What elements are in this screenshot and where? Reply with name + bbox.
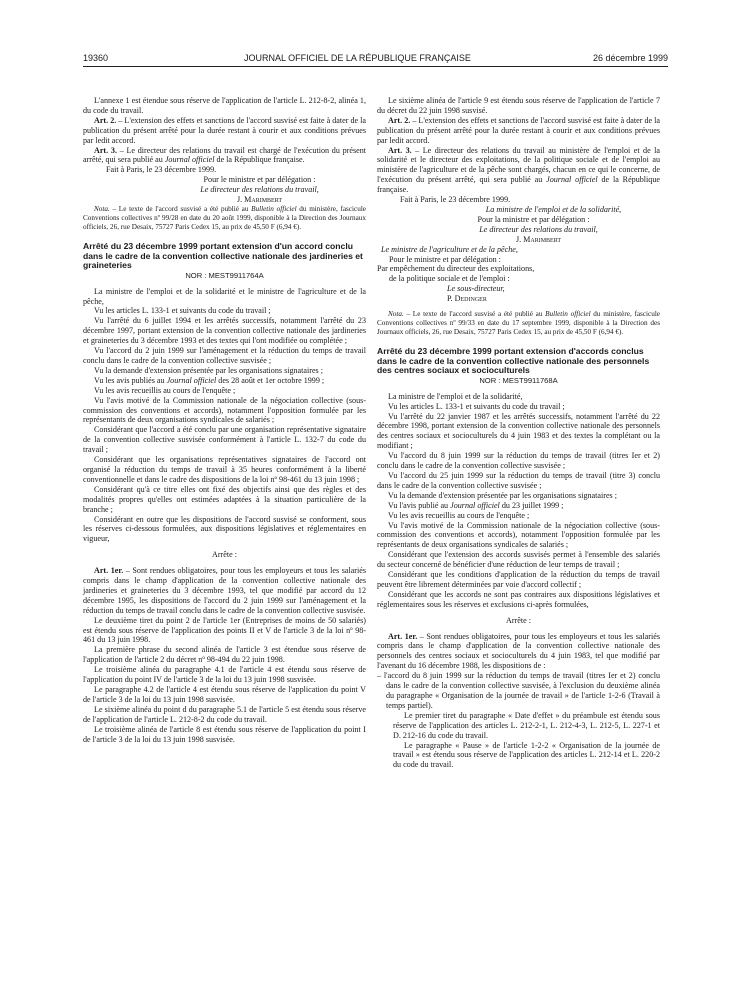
signatory-name: J. Marimbert (515, 234, 562, 244)
right-column (377, 96, 660, 770)
list-item: – l'accord du 8 juin 1999 sur la réduction du temps de travail (titres Ier et 2) conclu dans le cadre de la convention collective susvisée, à l'exclusion du deuxième alinéa du paragraphe « Organisation de la journée de travail » de l'article 1-2-6 (Travail à temps partiel). (377, 671, 660, 710)
paragraph: Vu la demande d'extension présentée par les organisations signataires ; (94, 365, 323, 375)
paragraph: L'annexe 1 est étendue sous réserve de l'application de l'article L. 212-8-2, alinéa 1, du code du travail. (83, 96, 366, 115)
header-rule (83, 66, 668, 67)
paragraph: La ministre de l'emploi et de la solidarité et le ministre de l'agriculture et de la pêche, (83, 286, 366, 306)
paragraph: Considérant que l'extension des accords susvisés permet à l'ensemble des salariés du secteur concerné de bénéficier d'une réduction de leur temps de travail ; (377, 550, 660, 570)
paragraph: Le troisième alinéa de l'article 8 est étendu sous réserve de l'application du point I de l'article 3 de la loi du 13 juin 1998 susvisée. (83, 724, 366, 744)
nota: Nota. – Le texte de l'accord susvisé a été publié au Bulletin officiel du ministère, fascicule Conventions collectives nº 99/33 en date du 17 septembre 1999, disponible à la Direction des Journaux officiels, 26, rue Desaix, 75727 Paris Cedex 15, au prix de 45,50 F (6,94 €). (377, 310, 661, 337)
delegation-line: de la politique sociale et de l'emploi : (389, 274, 510, 284)
paragraph: Le paragraphe 4.2 de l'article 4 est étendu sous réserve de l'application du point V de l'article 3 de la loi du 13 juin 1998 susvisée. (83, 685, 366, 704)
decree-title: Arrêté du 23 décembre 1999 portant extension d'accords conclus dans le cadre de la convention collective nationale des personnels des centres sociaux et socioculturels (377, 346, 650, 376)
paragraph: Le deuxième tiret du point 2 de l'article 1er (Entreprises de moins de 50 salariés) est étendu sous réserve de l'application des points II et V de l'article 3 de la loi nº 98-461 du 13 juin 1998. (83, 615, 366, 645)
paragraph: Vu les articles L. 133-1 et suivants du code du travail ; (94, 306, 271, 316)
paragraph: Vu l'avis publié au Journal officiel du 23 juillet 1999 ; (388, 500, 564, 510)
paragraph: Vu l'accord du 25 juin 1999 sur la réduction du temps de travail (titre 3) conclu dans le cadre de la convention collective susvisée ; (377, 470, 660, 490)
delegation-line: Pour le ministre et par délégation : (203, 175, 316, 185)
paragraph: Vu la demande d'extension présentée par les organisations signataires ; (388, 490, 617, 500)
article-1: Art. 1er. – Sont rendues obligatoires, pour tous les employeurs et tous les salariés compris dans le champ d'application de la convention collective nationale des personnels des centres sociaux et socioculturels du 4 juin 1983, tel que modifié par l'avenant du 16 décembre 1988, les dispositions de : (377, 631, 660, 671)
paragraph: Considérant qu'à ce titre elles ont fixé des objectifs ainsi que des règles et des modalités propres qu'elles ont estimées adaptées à la situation particulière de la branche ; (83, 484, 366, 514)
arrete-heading: Arrête : (506, 615, 531, 625)
signatory-title: Le sous-directeur, (447, 284, 505, 294)
left-column (83, 96, 366, 744)
paragraph: Le sixième alinéa de l'article 9 est étendu sous réserve de l'application de l'article 7 du décret du 22 juin 1998 susvisé. (377, 96, 660, 115)
paragraph: Vu l'accord du 8 juin 1999 sur la réduction du temps de travail (titres Ier et 2) conclu dans le cadre de la convention collective susvisée ; (377, 451, 660, 471)
signatory-title: Le directeur des relations du travail, (479, 224, 598, 234)
paragraph: Vu les avis publiés au Journal officiel des 28 août et 1er octobre 1999 ; (94, 375, 325, 385)
paragraph: Considérant en outre que les dispositions de l'accord susvisé se conforment, sous les réserves ci-dessous formulées, aux dispositions législatives et réglementaires en vigueur, (83, 514, 366, 544)
delegation-line: Par empêchement du directeur des exploitations, (377, 264, 535, 274)
signatory-title: Le ministre de l'agriculture et de la pêche, (381, 244, 518, 254)
paragraph: Vu l'avis motivé de la Commission nationale de la négociation collective (sous-commission des conventions et accords), notamment l'opposition formulée par les représentants de deux organisations syndicales de salariés ; (377, 520, 660, 550)
nota: Nota. – Le texte de l'accord susvisé a été publié au Bulletin officiel du ministère, fascicule Conventions collectives nº 99/28 en date du 20 août 1999, disponible à la Direction des Journaux officiels, 26, rue Desaix, 75727 Paris Cedex 15, au prix de 45,50 F (6,94 €). (83, 204, 367, 231)
paragraph: Le premier tiret du paragraphe « Date d'effet » du préambule est étendu sous réserve de l'application des articles L. 212-2-1, L. 212-4-3, L. 212-5, L. 227-1 et D. 212-16 du code du travail. (393, 710, 660, 740)
decree-title: Arrêté du 23 décembre 1999 portant extension d'un accord conclu dans le cadre de la convention collective nationale des jardineries et graineteries (83, 240, 363, 271)
paragraph: La ministre de l'emploi et de la solidarité, (388, 391, 523, 401)
issue-date: 26 décembre 1999 (592, 53, 668, 63)
delegation-line: Pour le ministre et par délégation : (389, 254, 501, 264)
delegation-line: Pour la ministre et par délégation : (477, 214, 590, 224)
article-2: Art. 2. – L'extension des effets et sanctions de l'accord susvisé est faite à dater de la publication du présent arrêté pour la durée restant à courir et aux conditions prévues par ledit accord. (377, 115, 660, 145)
paragraph: Vu les avis recueillis au cours de l'enquête ; (94, 385, 236, 395)
signatory-name: J. Marimbert (236, 195, 283, 205)
paragraph: Vu l'avis motivé de la Commission nationale de la négociation collective (sous-commission des conventions et accords), notamment l'opposition formulée par les représentants de deux organisations syndicales de salariés ; (83, 395, 366, 425)
paragraph: Le sixième alinéa du point d du paragraphe 5.1 de l'article 5 est étendu sous réserve de l'application de l'article L. 212-8-2 du code du travail. (83, 704, 366, 724)
fait-a-paris: Fait à Paris, le 23 décembre 1999. (400, 195, 511, 205)
paragraph: Vu les avis recueillis au cours de l'enquête ; (388, 510, 530, 520)
paragraph: Vu l'arrêté du 22 janvier 1987 et les arrêtés successifs, notamment l'arrêté du 22 décembre 1998, portant extension de la convention collective nationale des personnels des centres sociaux et socioculturels du 4 juin 1983 et des textes la complétant ou la modifiant ; (377, 411, 660, 451)
paragraph: Vu l'arrêté du 6 juillet 1994 et les arrêtés successifs, notamment l'arrêté du 23 décembre 1997, portant extension de la convention collective nationale des jardineries et graineteries du 3 décembre 1993 et des textes qui l'ont modifiée ou complétée ; (83, 316, 366, 346)
arrete-heading: Arrête : (212, 550, 237, 560)
article-3: Art. 3. – Le directeur des relations du travail est chargé de l'exécution du présent arrêté, qui sera publié au Journal officiel de la République française. (83, 145, 366, 165)
paragraph: Considérant que l'accord a été conclu par une organisation représentative signataire de la convention collective susvisée conformément à l'article L. 132-7 du code du travail ; (83, 425, 366, 455)
fait-a-paris: Fait à Paris, le 23 décembre 1999. (106, 165, 217, 175)
paragraph: Vu les articles L. 133-1 et suivants du code du travail ; (388, 401, 565, 411)
article-1: Art. 1er. – Sont rendues obligatoires, pour tous les employeurs et tous les salariés compris dans le champ d'application de la convention collective nationale des jardineries et graineteries du 3 décembre 1993, tel que modifié par accord du 12 décembre 1995, les dispositions de l'accord du 2 juin 1999 sur l'aménagement et la réduction du temps de travail conclu dans le cadre de la convention collective susvisée. (83, 566, 366, 615)
signatory-title: La ministre de l'emploi et de la solidarité, (485, 204, 622, 214)
paragraph: Considérant que les conditions d'application de la réduction du temps de travail peuvent être librement déterminées par voie d'accord collectif ; (377, 570, 660, 589)
nor-reference: NOR : MEST9911768A (479, 375, 558, 385)
signatory-name: P. Dedinger (447, 294, 487, 304)
nor-reference: NOR : MEST9911764A (185, 270, 264, 280)
article-2: Art. 2. – L'extension des effets et sanctions de l'accord susvisé est faite à dater de la publication du présent arrêté pour la durée restant à courir et aux conditions prévues par ledit accord. (83, 115, 366, 145)
page-number: 19360 (83, 53, 109, 63)
paragraph: Considérant que les accords ne sont pas contraires aux dispositions législatives et réglementaires sous les réserves et exclusions ci-après formulées, (377, 589, 660, 609)
paragraph: Considérant que les organisations représentatives signataires de l'accord ont organisé la réduction du temps de travail à 35 heures conformément à la liberté conventionnelle et dans le cadre des dispositions de la loi nº 98-461 du 13 juin 1998 ; (83, 455, 366, 484)
article-3: Art. 3. – Le directeur des relations du travail au ministère de l'emploi et de la solidarité et le directeur des exploitations, de la politique sociale et de l'emploi au ministère de l'agriculture et de la pêche sont chargés, chacun en ce qui le concerne, de l'exécution du présent arrêté, qui sera publié au Journal officiel de la République française. (377, 145, 660, 195)
paragraph: Le paragraphe « Pause » de l'article 1-2-2 « Organisation de la journée de travail » est étendu sous réserve de l'application des articles L. 212-14 et L. 220-2 du code du travail. (393, 740, 660, 770)
paragraph: La première phrase du second alinéa de l'article 3 est étendue sous réserve de l'application de l'article 2 du décret nº 98-494 du 22 juin 1998. (83, 645, 366, 665)
paragraph: Vu l'accord du 2 juin 1999 sur l'aménagement et la réduction du temps de travail conclu dans le cadre de la convention collective susvisée ; (83, 346, 366, 365)
paragraph: Le troisième alinéa du paragraphe 4.1 de l'article 4 est étendu sous réserve de l'application du point IV de l'article 3 de la loi du 13 juin 1998 susvisée. (83, 665, 366, 685)
signatory-title: Le directeur des relations du travail, (200, 185, 319, 195)
journal-title: JOURNAL OFFICIEL DE LA RÉPUBLIQUE FRANÇAISE (244, 53, 471, 63)
